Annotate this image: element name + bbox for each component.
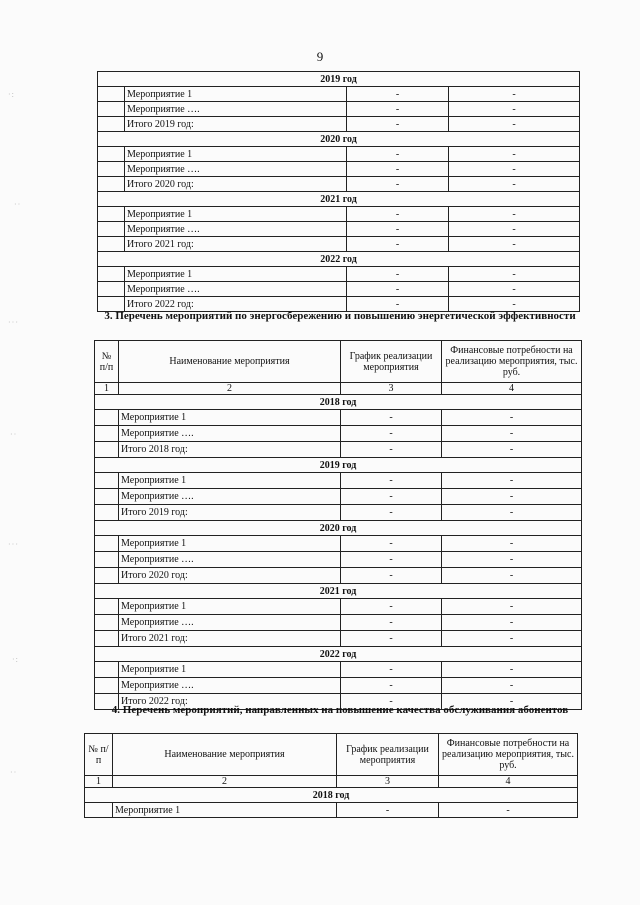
activity-name: Мероприятие 1 [119,536,341,552]
year-heading: 2018 год [85,788,578,803]
finance-value: - [442,552,582,568]
cell-num [98,177,125,192]
table-row [95,410,582,426]
activity-name: Мероприятие …. [125,102,347,117]
table-row [95,505,582,521]
schedule-value: - [341,678,442,694]
scan-speck: ·· [14,200,22,209]
cell-num [98,282,125,297]
finance-value: - [442,505,582,521]
finance-value: - [449,237,580,252]
finance-value: - [442,536,582,552]
finance-value: - [449,162,580,177]
total-label: Итого 2021 год: [119,631,341,647]
cell-num [95,552,119,568]
schedule-value: - [347,267,449,282]
table-row [95,426,582,442]
finance-value: - [449,102,580,117]
schedule-value: - [341,631,442,647]
col-number: 2 [113,776,337,788]
schedule-value: - [347,297,449,312]
schedule-value: - [347,282,449,297]
activity-name: Мероприятие 1 [125,147,347,162]
table-row [95,473,582,489]
schedule-value: - [347,207,449,222]
cell-num [95,615,119,631]
header-schedule: График реализации мероприятия [337,734,439,776]
col-number: 3 [337,776,439,788]
cell-num [95,410,119,426]
total-label: Итого 2018 год: [119,442,341,458]
finance-value: - [442,631,582,647]
col-number: 4 [442,383,582,395]
schedule-value: - [347,177,449,192]
scan-speck: ·: [12,655,19,664]
schedule-value: - [347,222,449,237]
cell-num [98,147,125,162]
schedule-value: - [341,568,442,584]
activity-name: Мероприятие 1 [113,803,337,818]
finance-value: - [449,222,580,237]
header-finance: Финансовые потребности на реализацию мероприятия, тыс. руб. [439,734,578,776]
table-row [95,615,582,631]
activity-name: Мероприятие …. [119,489,341,505]
year-heading: 2018 год [95,395,582,410]
schedule-value: - [341,552,442,568]
activity-name: Мероприятие …. [119,426,341,442]
cell-num [95,662,119,678]
section-4-title: 4. Перечень мероприятий, направленных на повышение качества обслуживания абонентов [111,704,569,716]
table-row [98,147,580,162]
finance-value: - [442,615,582,631]
table-row [95,662,582,678]
cell-num [95,568,119,584]
scan-speck: ·· [10,768,18,777]
finance-value: - [442,568,582,584]
cell-num [95,599,119,615]
col-number: 1 [85,776,113,788]
header-schedule: График реализации мероприятия [341,341,442,383]
year-heading: 2022 год [95,647,582,662]
activity-name: Мероприятие …. [119,678,341,694]
schedule-value: - [341,489,442,505]
schedule-value: - [347,162,449,177]
cell-num [98,87,125,102]
table-row [98,87,580,102]
year-row [85,788,578,803]
table-row [85,803,578,818]
cell-num [95,505,119,521]
finance-value: - [449,267,580,282]
scan-speck: ·· [10,430,18,439]
activity-name: Мероприятие …. [125,222,347,237]
finance-value: - [442,489,582,505]
page-number: 9 [316,49,324,64]
activity-name: Мероприятие …. [125,162,347,177]
table-row [98,102,580,117]
activity-name: Мероприятие …. [119,552,341,568]
table-row [95,631,582,647]
table-row [98,267,580,282]
year-heading: 2019 год [95,458,582,473]
year-row [95,521,582,536]
cell-num [98,102,125,117]
year-heading: 2020 год [95,521,582,536]
schedule-value: - [347,147,449,162]
total-label: Итого 2019 год: [119,505,341,521]
cell-num [98,267,125,282]
schedule-value: - [341,442,442,458]
year-heading: 2021 год [98,192,580,207]
table-row [98,207,580,222]
col-number: 4 [439,776,578,788]
activity-name: Мероприятие 1 [119,410,341,426]
year-heading: 2020 год [98,132,580,147]
table-row [98,282,580,297]
year-row [98,192,580,207]
schedule-value: - [337,803,439,818]
year-row [95,584,582,599]
total-label: Итого 2022 год: [125,297,347,312]
finance-value: - [449,207,580,222]
finance-value: - [442,678,582,694]
scan-speck: ··· [8,318,19,327]
header-finance: Финансовые потребности на реализацию мероприятия, тыс. руб. [442,341,582,383]
header-num: № п/п [85,734,113,776]
cell-num [98,207,125,222]
year-heading: 2022 год [98,252,580,267]
total-label: Итого 2020 год: [125,177,347,192]
table-row [95,552,582,568]
table-row [98,177,580,192]
header-num: № п/п [95,341,119,383]
schedule-value: - [341,599,442,615]
table-row [98,117,580,132]
table-row [95,678,582,694]
year-heading: 2019 год [98,72,580,87]
year-row [98,72,580,87]
year-row [98,252,580,267]
finance-value: - [449,177,580,192]
year-row [95,395,582,410]
table-row [98,237,580,252]
schedule-value: - [341,473,442,489]
schedule-value: - [341,410,442,426]
cell-num [95,678,119,694]
schedule-value: - [347,102,449,117]
header-name: Наименование мероприятия [113,734,337,776]
activity-name: Мероприятие 1 [125,207,347,222]
section-3-title: 3. Перечень мероприятий по энергосбережению и повышению энергетической эффективности [104,310,576,322]
cell-num [98,222,125,237]
cell-num [95,631,119,647]
cell-num [98,162,125,177]
activity-name: Мероприятие …. [119,615,341,631]
finance-value: - [449,117,580,132]
schedule-value: - [341,615,442,631]
schedule-value: - [347,87,449,102]
finance-value: - [449,87,580,102]
schedule-value: - [347,117,449,132]
finance-value: - [442,442,582,458]
scan-speck: ·: [8,90,15,99]
finance-value: - [449,297,580,312]
year-row [95,458,582,473]
schedule-value: - [341,505,442,521]
cell-num [95,473,119,489]
finance-value: - [442,599,582,615]
schedule-value: - [341,694,442,710]
table-continuation [97,71,580,312]
schedule-value: - [341,662,442,678]
cell-num [95,489,119,505]
table-energy-saving [94,340,582,710]
col-number: 2 [119,383,341,395]
activity-name: Мероприятие 1 [119,662,341,678]
table-row [95,442,582,458]
total-label: Итого 2022 год: [119,694,341,710]
table-row [95,489,582,505]
year-row [95,647,582,662]
table-row [95,599,582,615]
header-name: Наименование мероприятия [119,341,341,383]
schedule-value: - [341,536,442,552]
scan-speck: ··· [8,540,19,549]
cell-num [95,536,119,552]
schedule-value: - [347,237,449,252]
table-row [95,536,582,552]
total-label: Итого 2021 год: [125,237,347,252]
table-row [98,222,580,237]
finance-value: - [442,694,582,710]
table-service-quality [84,733,578,818]
activity-name: Мероприятие 1 [119,599,341,615]
cell-num [98,117,125,132]
col-number: 3 [341,383,442,395]
schedule-value: - [341,426,442,442]
year-heading: 2021 год [95,584,582,599]
activity-name: Мероприятие 1 [125,267,347,282]
finance-value: - [442,662,582,678]
cell-num [85,803,113,818]
finance-value: - [449,282,580,297]
finance-value: - [442,410,582,426]
cell-num [95,442,119,458]
activity-name: Мероприятие 1 [125,87,347,102]
table-row [98,162,580,177]
col-number: 1 [95,383,119,395]
activity-name: Мероприятие …. [125,282,347,297]
cell-num [98,237,125,252]
total-label: Итого 2020 год: [119,568,341,584]
total-label: Итого 2019 год: [125,117,347,132]
finance-value: - [449,147,580,162]
finance-value: - [442,426,582,442]
activity-name: Мероприятие 1 [119,473,341,489]
cell-num [95,426,119,442]
finance-value: - [439,803,578,818]
table-row [95,568,582,584]
finance-value: - [442,473,582,489]
year-row [98,132,580,147]
